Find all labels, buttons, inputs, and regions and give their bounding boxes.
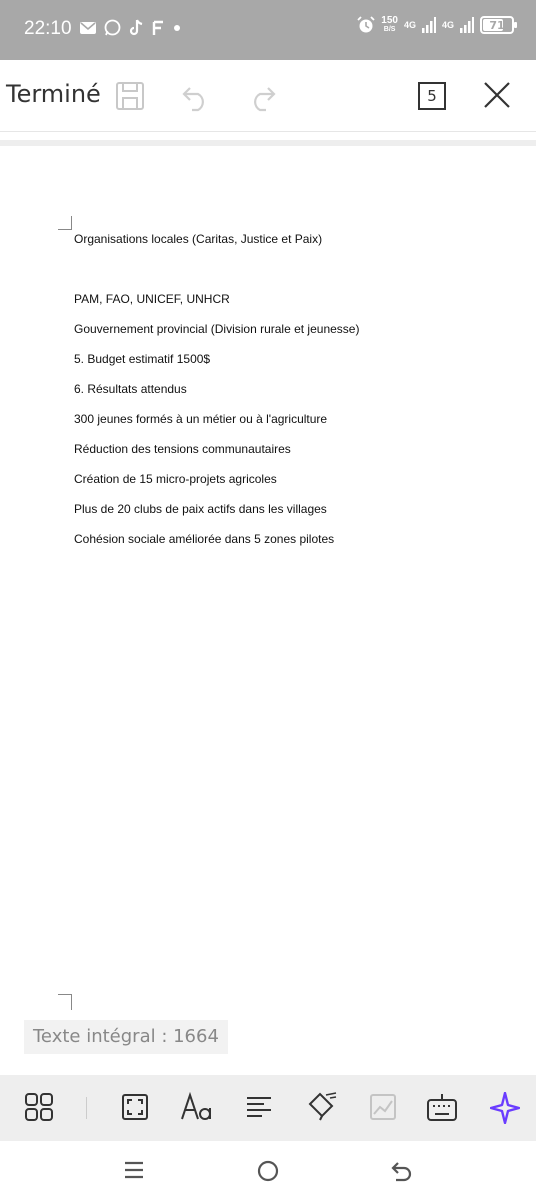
keyboard-icon[interactable] — [426, 1092, 458, 1122]
status-right — [357, 16, 514, 34]
doc-line[interactable]: Organisations locales (Caritas, Justice et Paix) — [74, 232, 323, 246]
doc-line[interactable]: PAM, FAO, UNICEF, UNHCR — [74, 292, 230, 306]
close-icon[interactable] — [482, 80, 512, 110]
apps-icon[interactable] — [24, 1092, 54, 1122]
doc-line[interactable]: Réduction des tensions communautaires — [74, 442, 291, 456]
page-separator — [0, 140, 536, 146]
doc-line[interactable]: Cohésion sociale améliorée dans 5 zones pilotes — [74, 532, 335, 546]
doc-line[interactable]: 5. Budget estimatif 1500$ — [74, 352, 211, 366]
editor-toolbar — [0, 60, 536, 132]
doc-line[interactable]: Gouvernement provincial (Division rurale et jeunesse) — [74, 322, 360, 336]
app-f-icon — [152, 20, 165, 36]
word-count-badge: Texte intégral : 1664 — [24, 1020, 228, 1054]
page-count: 5 — [427, 87, 437, 105]
margin-corner-top-left — [58, 216, 72, 230]
redo-icon[interactable] — [246, 80, 278, 112]
chart-icon — [368, 1092, 398, 1122]
dot-icon — [173, 24, 181, 32]
save-icon[interactable] — [114, 80, 146, 112]
toolbar-divider — [86, 1097, 87, 1119]
home-icon[interactable] — [256, 1159, 280, 1183]
bottom-toolbar — [0, 1075, 536, 1141]
notification-icons — [80, 19, 181, 36]
doc-line[interactable]: Création de 15 micro-projets agricoles — [74, 472, 277, 486]
signal-icon — [422, 17, 436, 33]
undo-icon[interactable] — [180, 80, 212, 112]
page-count-button[interactable] — [418, 82, 446, 110]
align-icon[interactable] — [244, 1092, 274, 1122]
recent-apps-icon[interactable] — [123, 1159, 145, 1181]
gmail-icon — [80, 22, 96, 34]
data-speed: 150 B/S — [381, 15, 398, 33]
ai-sparkle-icon[interactable] — [490, 1092, 520, 1124]
done-button[interactable]: Terminé — [6, 80, 101, 108]
doc-line[interactable]: 300 jeunes formés à un métier ou à l'agriculture — [74, 412, 328, 426]
doc-line[interactable]: 6. Résultats attendus — [74, 382, 187, 396]
tiktok-icon — [129, 19, 144, 36]
battery-indicator: 71 — [480, 16, 514, 34]
alarm-icon — [357, 16, 375, 34]
signal-icon-2 — [460, 17, 474, 33]
status-bar — [0, 0, 536, 60]
font-icon[interactable] — [180, 1092, 214, 1122]
navigation-bar — [0, 1141, 536, 1200]
format-painter-icon[interactable] — [306, 1092, 338, 1122]
network-label-2: 4G — [441, 20, 454, 30]
margin-corner-bottom-left — [58, 994, 72, 1010]
doc-line[interactable]: Plus de 20 clubs de paix actifs dans les villages — [74, 502, 327, 516]
status-time: 22:10 — [24, 18, 72, 39]
network-label-1: 4G — [403, 20, 416, 30]
back-icon[interactable] — [390, 1159, 414, 1183]
whatsapp-icon — [104, 19, 121, 36]
fullscreen-icon[interactable] — [120, 1092, 150, 1122]
